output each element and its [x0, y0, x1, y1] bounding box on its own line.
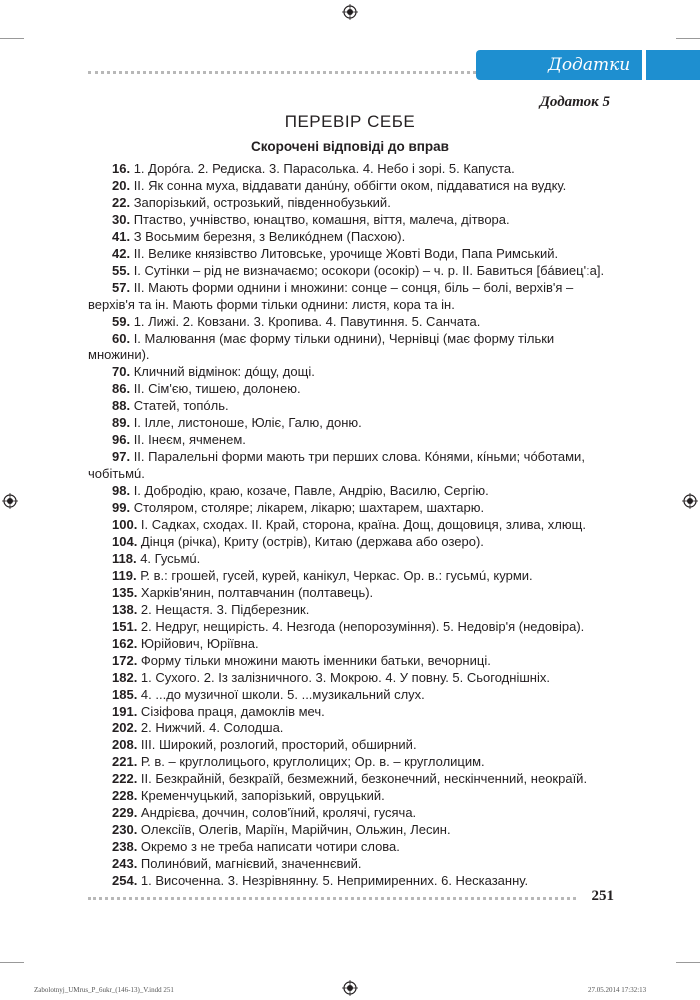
exercise-number: 138.	[112, 601, 138, 617]
answer-text: Птаство, учнівство, юнацтво, комашня, віття, малеча, дітвора.	[130, 211, 510, 227]
answer-text: Р. в. – круглолицього, круглолицих; Ор. в. – круглолицим.	[137, 754, 485, 770]
answer-item	[88, 517, 610, 534]
answer-item	[88, 212, 610, 229]
answer-item	[88, 398, 610, 415]
answer-text: Окремо з не треба написати чотири слова.	[137, 839, 400, 855]
registration-mark-top-icon	[342, 4, 358, 20]
exercise-number: 172.	[112, 652, 138, 668]
answer-text: ІІІ. Широкий, розлогий, просторий, обширний.	[137, 737, 417, 753]
answer-text: 1. Дорóга. 2. Редиска. 3. Парасолька. 4. Небо і зорі. 5. Капуста.	[130, 161, 515, 176]
answer-text: 1. Сухого. 2. Із залізничного. 3. Мокрою. 4. У повну. 5. Сьогоднішніх.	[137, 669, 550, 685]
answer-text: З Восьмим березня, з Великóднем (Пасхою).	[130, 228, 406, 244]
exercise-number: 59.	[112, 313, 131, 329]
exercise-number: 89.	[112, 415, 131, 431]
answer-item	[88, 551, 610, 568]
exercise-number: 208.	[112, 737, 138, 753]
answer-text: Запорізький, острозький, південнобузький.	[130, 194, 391, 210]
answer-item	[88, 195, 610, 212]
exercise-number: 30.	[112, 211, 131, 227]
exercise-number: 135.	[112, 584, 138, 600]
page-subtitle: Скорочені відповіді до вправ	[251, 139, 449, 154]
exercise-number: 20.	[112, 177, 131, 193]
answer-text: Кременчуцький, запорізький, овруцький.	[137, 788, 385, 804]
answer-item	[88, 449, 610, 483]
exercise-number: 229.	[112, 805, 138, 821]
answer-item	[88, 619, 610, 636]
section-tab-edge	[646, 50, 700, 80]
answer-item	[88, 432, 610, 449]
footer-file-info: Zabolotnyj_UMrus_P_6ukr_(146-13)_V.indd 251	[34, 986, 174, 994]
exercise-number: 22.	[112, 194, 131, 210]
exercise-number: 221.	[112, 754, 138, 770]
answer-text: ІІ. Мають форми однини і множини: сонце – сонця, біль – болі, верхів'я – верхів'я та ін. Мають форми тільки однини: листя, кора та ін.	[88, 279, 574, 312]
registration-mark-left-icon	[2, 493, 18, 509]
crop-mark	[0, 38, 24, 39]
answers-list	[88, 161, 610, 890]
answer-text: 4. ...до музичної школи. 5. ...музикальний слух.	[137, 686, 425, 702]
exercise-number: 97.	[112, 449, 131, 465]
exercise-number: 182.	[112, 669, 138, 685]
answer-item	[88, 364, 610, 381]
exercise-number: 118.	[112, 550, 137, 566]
answer-text: Форму тільки множини мають іменники батьки, вечорниці.	[137, 652, 491, 668]
footer-dotted-rule	[88, 897, 576, 900]
answer-item	[88, 500, 610, 517]
answer-text: Харків'янин, полтавчанин (полтавець).	[137, 584, 374, 600]
answer-text: І. Добродію, краю, козаче, Павле, Андрію, Василю, Сергію.	[130, 483, 489, 499]
answer-item	[88, 415, 610, 432]
appendix-label: Додаток 5	[539, 94, 610, 110]
answer-item	[88, 263, 610, 280]
exercise-number: 202.	[112, 720, 138, 736]
answer-text: 1. Лижі. 2. Ковзани. 3. Кропива. 4. Павутиння. 5. Санчата.	[130, 313, 481, 329]
answer-item	[88, 754, 610, 771]
answer-text: Полинóвий, магнієвий, значеннєвий.	[137, 856, 362, 872]
crop-mark	[676, 962, 700, 963]
answer-text: Статей, топóль.	[130, 398, 229, 414]
exercise-number: 99.	[112, 500, 131, 516]
answer-text: 1. Височенна. 3. Незрівнянну. 5. Непримиренних. 6. Несказанну.	[137, 873, 529, 889]
exercise-number: 100.	[112, 517, 138, 533]
answer-item	[88, 585, 610, 602]
registration-mark-right-icon	[682, 493, 698, 509]
answer-item	[88, 687, 610, 704]
answer-item	[88, 805, 610, 822]
answer-item	[88, 873, 610, 890]
answer-item	[88, 246, 610, 263]
crop-mark	[676, 38, 700, 39]
exercise-number: 42.	[112, 245, 131, 261]
footer-datetime: 27.05.2014 17:32:13	[588, 986, 647, 994]
exercise-number: 41.	[112, 228, 131, 244]
answer-text: Кличний відмінок: дóщу, дощі.	[130, 364, 315, 380]
exercise-number: 70.	[112, 364, 131, 380]
answer-text: Сізіфова праця, дамоклів меч.	[137, 703, 325, 719]
exercise-number: 228.	[112, 788, 138, 804]
answer-text: І. Садках, сходах. ІІ. Край, сторона, країна. Дощ, дощовиця, злива, хлющ.	[137, 517, 586, 533]
exercise-number: 230.	[112, 822, 138, 838]
answer-item	[88, 636, 610, 653]
answer-text: Юрійович, Юріївна.	[137, 635, 259, 651]
answer-text: 2. Нещастя. 3. Підберезник.	[137, 601, 310, 617]
exercise-number: 98.	[112, 483, 131, 499]
exercise-number: 60.	[112, 330, 131, 346]
answer-item	[88, 568, 610, 585]
answer-item	[88, 737, 610, 754]
answer-item	[88, 720, 610, 737]
exercise-number: 185.	[112, 686, 138, 702]
answer-text: Р. в.: грошей, гусей, курей, канікул, Черкас. Ор. в.: гусьмú, курми.	[136, 567, 533, 583]
answer-item	[88, 314, 610, 331]
answer-text: ІІ. Велике князівство Литовське, урочище Жовті Води, Папа Римський.	[130, 245, 559, 261]
exercise-number: 86.	[112, 381, 131, 397]
exercise-number: 96.	[112, 432, 131, 448]
answer-item	[88, 704, 610, 721]
exercise-number: 238.	[112, 839, 138, 855]
exercise-number: 151.	[112, 618, 138, 634]
answer-text: ІІ. Сім'єю, тишею, долонею.	[130, 381, 301, 397]
answer-item	[88, 839, 610, 856]
answer-item	[88, 229, 610, 246]
answer-text: ІІ. Інеєм, ячменем.	[130, 432, 246, 448]
exercise-number: 57.	[112, 279, 131, 295]
answer-text: 2. Недруг, нещирість. 4. Незгода (непорозуміння). 5. Недовір'я (недовіра).	[137, 618, 585, 634]
exercise-number: 162.	[112, 635, 138, 651]
answer-text: Дінця (річка), Криту (острів), Китаю (держава або озеро).	[137, 533, 484, 549]
answer-item	[88, 670, 610, 687]
exercise-number: 254.	[112, 873, 138, 889]
crop-mark	[0, 962, 24, 963]
exercise-number: 243.	[112, 856, 138, 872]
answer-text: Столяром, столяре; лікарем, лікарю; шахтарем, шахтарю.	[130, 500, 485, 516]
answer-item	[88, 534, 610, 551]
answer-text: Андрієва, доччин, солов'їний, кролячі, гусяча.	[137, 805, 417, 821]
answer-item	[88, 381, 610, 398]
answer-text: ІІ. Паралельні форми мають три перших слова. Кóнями, кíньми; чóботами, чобітьмú.	[88, 449, 585, 482]
exercise-number: 191.	[112, 703, 138, 719]
registration-mark-bottom-icon	[342, 980, 358, 996]
answer-text: І. Ілле, листоноше, Юліє, Галю, доню.	[130, 415, 362, 431]
answer-text: Олексіїв, Олегів, Маріїн, Марійчин, Ольжин, Лесин.	[137, 822, 451, 838]
exercise-number: 119.	[112, 567, 137, 583]
answer-item	[88, 178, 610, 195]
answer-item	[88, 788, 610, 805]
answer-text: 4. Гусьмú.	[136, 550, 201, 566]
answer-item	[88, 602, 610, 619]
answer-text: І. Сутінки – рід не визначаємо; осокори (осокір) – ч. р. ІІ. Бавиться [бáвиец'ːа].	[130, 262, 605, 278]
answer-text: ІІ. Як сонна муха, віддавати данúну, оббігти оком, піддаватися на вудку.	[130, 177, 567, 193]
answer-item	[88, 280, 610, 314]
answer-text: 2. Нижчий. 4. Солодша.	[137, 720, 284, 736]
section-tab-label: Додатки	[548, 55, 631, 75]
answer-item	[88, 331, 610, 365]
page-title: ПЕРЕВІР СЕБЕ	[284, 112, 416, 131]
answer-item	[88, 856, 610, 873]
answer-item	[88, 822, 610, 839]
answer-item	[88, 653, 610, 670]
page-number: 251	[591, 888, 614, 904]
answer-text: І. Малювання (має форму тільки однини), Чернівці (має форму тільки множини).	[88, 330, 555, 363]
answer-text: ІІ. Безкрайній, безкраїй, безмежний, безконечний, нескінченний, неокраїй.	[137, 771, 588, 787]
exercise-number: 88.	[112, 398, 131, 414]
answer-item	[88, 161, 610, 178]
exercise-number: 16.	[112, 161, 131, 176]
answer-item	[88, 483, 610, 500]
exercise-number: 222.	[112, 771, 138, 787]
exercise-number: 55.	[112, 262, 131, 278]
exercise-number: 104.	[112, 533, 138, 549]
header-dotted-rule	[88, 71, 476, 74]
answer-item	[88, 771, 610, 788]
